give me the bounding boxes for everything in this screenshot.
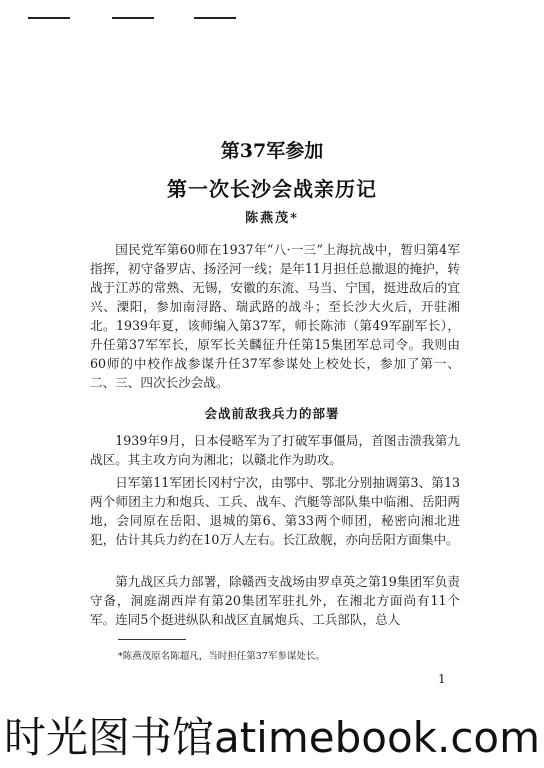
- page-mark: 1: [438, 672, 446, 686]
- footnote-rule: [118, 639, 186, 640]
- header-rule-1: [28, 17, 70, 19]
- header-rule-2: [112, 17, 154, 19]
- article-title-line2: 第一次长沙会战亲历记: [167, 177, 377, 201]
- footnote: *陈燕茂原名陈超凡，当时担任第37军参谋处长。: [118, 651, 325, 662]
- author-name: 陈燕茂*: [245, 211, 299, 226]
- watermark: 时光图书馆atimebook.com: [3, 713, 541, 762]
- paragraph-2: 1939年9月，日本侵略军为了打破军事僵局，首图击溃我第九战区。其主攻方向为湘北；以赣北作为助攻。: [90, 433, 460, 467]
- paragraph-3: 日军第11军团长冈村宁次，由鄂中、鄂北分别抽调第3、第13两个师团主力和炮兵、工兵、战车、汽艇等部队集中临湘、岳阳两地，会同原在岳阳、退城的第6、第33两个师团，秘密向湘北进犯，估计其兵力约在10万人左右。长江敌舰，亦向岳阳方面集中。: [90, 475, 460, 547]
- header-rule-3: [194, 17, 236, 19]
- section-heading: 会战前敌我兵力的部署: [204, 406, 340, 421]
- paragraph-4: 第九战区兵力部署，除赣西支战场由罗卓英之第19集团军负责守备，洞庭湖西岸有第20集团军驻扎外，在湘北方面尚有11个军。连同5个挺进纵队和战区直属炮兵、工兵部队，总人: [90, 574, 460, 627]
- paragraph-1: 国民党军第60师在1937年“八·一三”上海抗战中，暂归第4军指挥，初守备罗店、扬泾河一线；是年11月担任总撤退的掩护，转战于江苏的常熟、无锡，安徽的东流、马当、宁国，挺进敌后的宜兴、溧阳，参加南浔路、瑞武路的战斗；至长沙大火后，开驻湘北。1939年夏，该师编入第37军，师长陈沛（第49军副军长），升任第37军军长，原军长关麟征升任第15集团军总司令。我则由60师的中校作战参谋升任37军参谋处上校处长，参加了第一、二、三、四次长沙会战。: [90, 242, 460, 390]
- article-title-line1: 第37军参加: [220, 140, 324, 162]
